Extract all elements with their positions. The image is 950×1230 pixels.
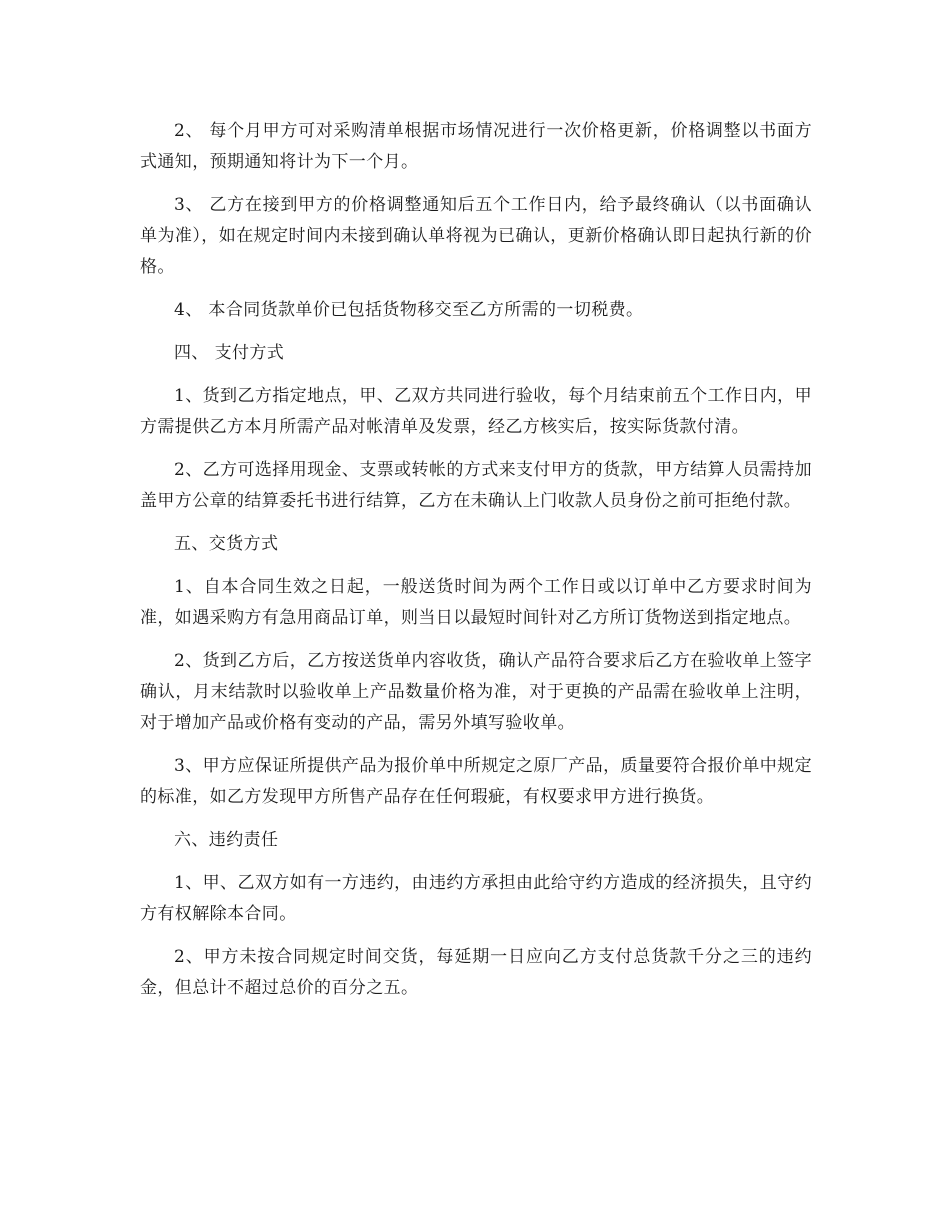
- section-heading-delivery: 五、交货方式: [174, 534, 279, 554]
- clause-4-tax-inclusive: 4、 本合同货款单价已包括货物移交至乙方所需的一切税费。: [174, 300, 644, 320]
- clause-2-price-update: 2、 每个月甲方可对采购清单根据市场情况进行一次价格更新，价格调整以书面方式通知，预期通知将计为下一个月。: [140, 121, 812, 172]
- delivery-clause-2: 2、货到乙方后，乙方按送货单内容收货，确认产品符合要求后乙方在验收单上签字确认，月末结款时以验收单上产品数量价格为准，对于更换的产品需在验收单上注明，对于增加产品或价格有变动的产品，需另外填写验收单。: [140, 651, 812, 733]
- document-body: [140, 116, 812, 1016]
- section-heading-payment: 四、 支付方式: [174, 343, 285, 363]
- payment-clause-1: 1、货到乙方指定地点，甲、乙双方共同进行验收，每个月结束前五个工作日内，甲方需提供乙方本月所需产品对帐清单及发票，经乙方核实后，按实际货款付清。: [140, 386, 812, 437]
- clause-3-price-confirmation: 3、 乙方在接到甲方的价格调整通知后五个工作日内，给予最终确认（以书面确认单为准），如在规定时间内未接到确认单将视为已确认，更新价格确认即日起执行新的价格。: [140, 195, 812, 277]
- breach-clause-1: 1、甲、乙双方如有一方违约，由违约方承担由此给守约方造成的经济损失，且守约方有权解除本合同。: [140, 873, 812, 924]
- payment-clause-2: 2、乙方可选择用现金、支票或转帐的方式来支付甲方的货款，甲方结算人员需持加盖甲方公章的结算委托书进行结算，乙方在未确认上门收款人员身份之前可拒绝付款。: [140, 460, 812, 511]
- delivery-clause-3: 3、甲方应保证所提供产品为报价单中所规定之原厂产品，质量要符合报价单中规定的标准，如乙方发现甲方所售产品存在任何瑕疵，有权要求甲方进行换货。: [140, 756, 812, 807]
- section-heading-breach: 六、违约责任: [174, 830, 279, 850]
- breach-clause-2: 2、甲方未按合同规定时间交货，每延期一日应向乙方支付总货款千分之三的违约金，但总计不超过总价的百分之五。: [140, 947, 812, 998]
- delivery-clause-1: 1、自本合同生效之日起，一般送货时间为两个工作日或以订单中乙方要求时间为准，如遇采购方有急用商品订单，则当日以最短时间针对乙方所订货物送到指定地点。: [140, 577, 812, 628]
